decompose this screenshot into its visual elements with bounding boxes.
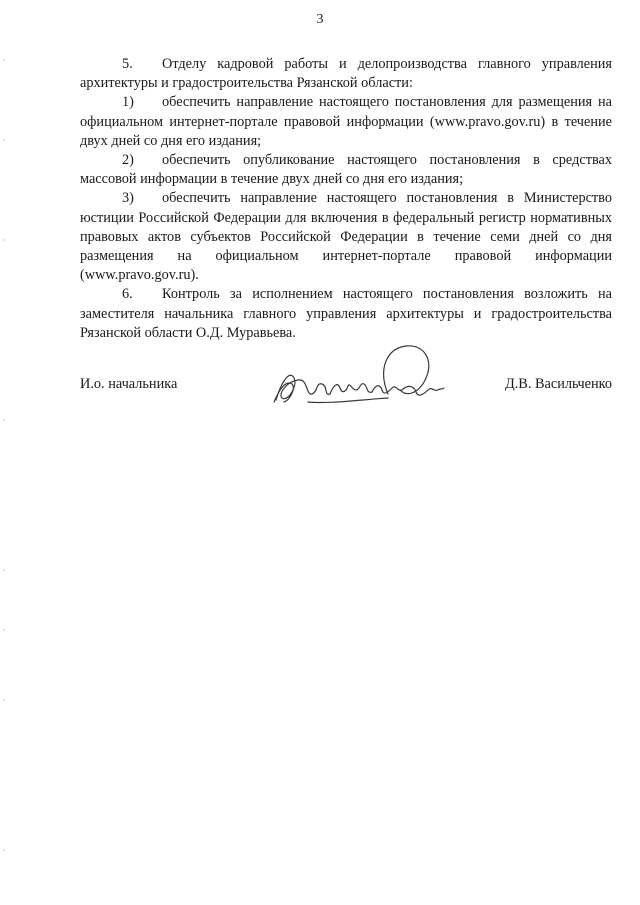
item-number: 5. [122, 56, 133, 72]
item-number: 3) [122, 190, 134, 207]
paragraph-item-6 [80, 285, 612, 343]
page-number: 3 [316, 12, 324, 27]
signatory-title: И.о. начальника [80, 376, 178, 392]
paragraph-subitem-2 [80, 151, 612, 189]
item-text: Отделу кадровой работы и делопроизводства главного управления архитектуры и градостроительства Рязанской области: [80, 56, 612, 92]
handwritten-signature [268, 340, 448, 420]
paragraph-item-5 [80, 55, 612, 93]
item-text: обеспечить направление настоящего постановления для размещения на официальном интернет-портале правовой информации (www.pravo.gov.ru) в течение двух дней со дня его издания; [80, 94, 612, 149]
item-text: Контроль за исполнением настоящего постановления возложить на заместителя начальника главного управления архитектуры и градостроительства Рязанской области О.Д. Муравьева. [80, 286, 612, 341]
item-number: 2) [122, 152, 134, 169]
item-text: обеспечить направление настоящего постановления в Министерство юстиции Российской Федерации для включения в федеральный регистр нормативных правовых актов субъектов Российской Федерации в течение семи дней со дня размещения на официальном интернет-портале правовой информации (www.pravo.gov.ru). [80, 190, 612, 284]
item-text: обеспечить опубликование настоящего постановления в средствах массовой информации в течение двух дней со дня его издания; [80, 152, 612, 188]
item-number: 1) [122, 94, 134, 111]
paragraph-subitem-3 [80, 189, 612, 285]
signatory-name: Д.В. Васильченко [504, 376, 612, 392]
paragraph-subitem-1 [80, 93, 612, 151]
document-body [80, 55, 612, 343]
item-number: 6. [122, 286, 133, 303]
scan-artifact-dots [2, 0, 6, 905]
